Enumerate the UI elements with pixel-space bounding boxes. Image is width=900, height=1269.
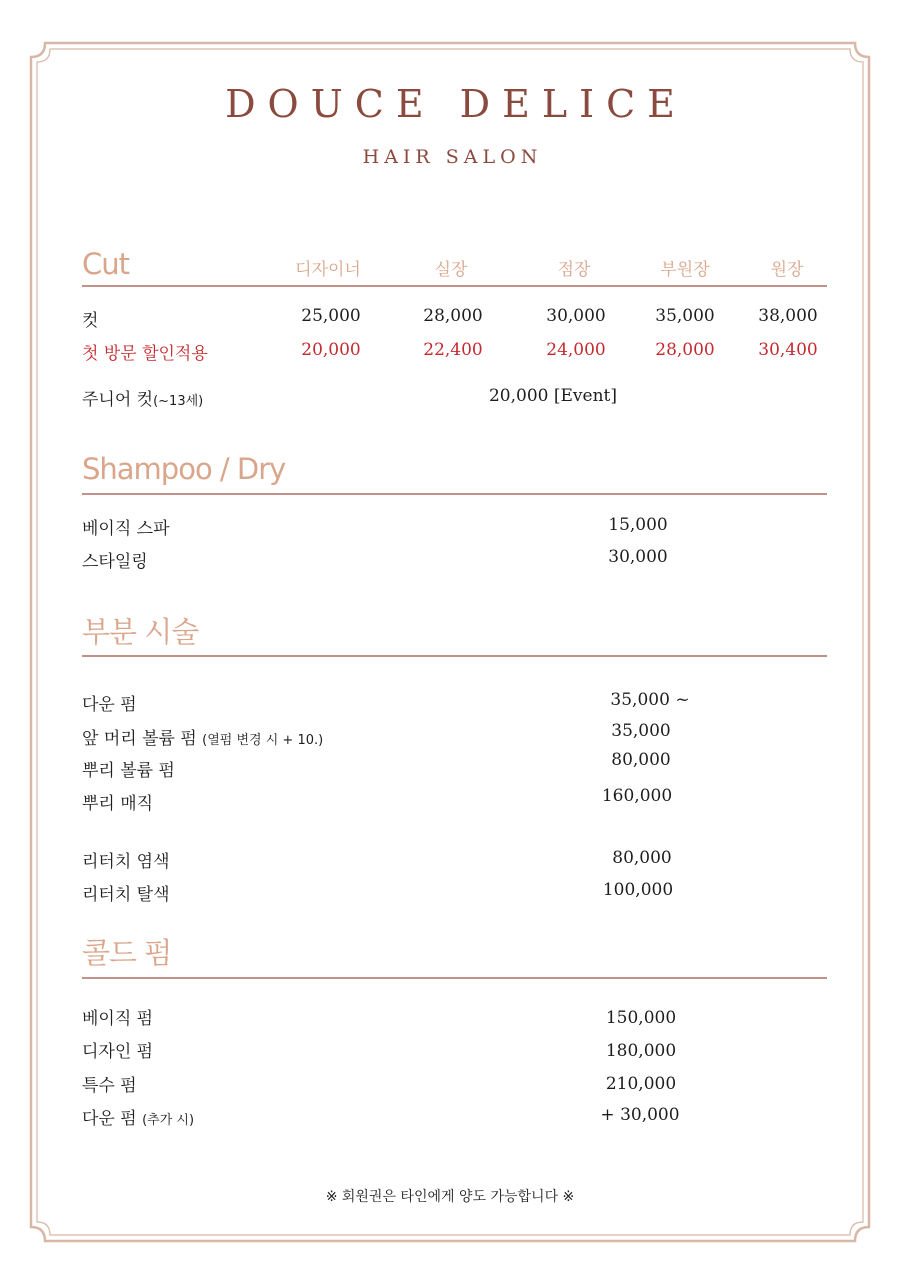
menu-item-label: 리터치 염색 (82, 852, 170, 872)
menu-item-label: 리터치 탈색 (82, 885, 170, 905)
menu-item-price: 20,000 [Event] (488, 386, 618, 406)
grade-header: 원장 (770, 260, 804, 280)
section-divider (82, 493, 827, 495)
menu-item-price: 210,000 (605, 1074, 677, 1094)
menu-item-label: 베이직 스파 (82, 519, 170, 539)
section-title-partial: 부분 시술 (82, 615, 199, 649)
menu-item-price: 180,000 (605, 1041, 677, 1061)
menu-item-label: 컷 (82, 311, 99, 331)
salon-subtitle: HAIR SALON (362, 146, 543, 168)
section-title-cold-perm: 콜드 펌 (82, 936, 172, 970)
menu-item-price: 38,000 (758, 306, 818, 326)
menu-item-price: 150,000 (605, 1008, 677, 1028)
menu-item-label: 뿌리 매직 (82, 794, 154, 814)
menu-item-price: 80,000 (611, 750, 671, 770)
menu-item-price: 28,000 (423, 306, 483, 326)
discount-price: 22,400 (423, 340, 483, 360)
menu-item-price: + 30,000 (600, 1105, 680, 1125)
section-divider (82, 285, 827, 287)
menu-item-label: 스타일링 (82, 552, 148, 572)
menu-item-price: 35,000 (655, 306, 715, 326)
menu-item-price: 35,000 ~ (610, 690, 690, 710)
discount-price: 24,000 (546, 340, 606, 360)
menu-item-price: 30,000 (608, 547, 668, 567)
grade-header: 부원장 (660, 260, 710, 280)
menu-item-label: 주니어 컷(~13세) (82, 390, 204, 410)
menu-item-label: 다운 펌 (82, 695, 137, 715)
menu-item-price: 80,000 (612, 848, 672, 868)
menu-item-price: 100,000 (602, 880, 674, 900)
menu-item-price: 35,000 (611, 721, 671, 741)
menu-item-label: 베이직 펌 (82, 1009, 154, 1029)
section-title-cut: Cut (82, 247, 129, 281)
discount-label: 첫 방문 할인적용 (82, 344, 208, 364)
grade-header: 실장 (434, 260, 468, 280)
section-divider (82, 977, 827, 979)
menu-item-price: 15,000 (608, 515, 668, 535)
menu-item-label: 다운 펌 (추가 시) (82, 1109, 195, 1129)
discount-price: 20,000 (301, 340, 361, 360)
footer-note: ※ 회원권은 타인에게 양도 가능합니다 ※ (325, 1189, 575, 1205)
grade-header: 점장 (557, 260, 591, 280)
section-divider (82, 655, 827, 657)
menu-item-price: 160,000 (601, 786, 673, 806)
grade-header: 디자이너 (295, 260, 361, 280)
discount-price: 28,000 (655, 340, 715, 360)
menu-item-label: 특수 펌 (82, 1076, 137, 1096)
menu-item-price: 25,000 (301, 306, 361, 326)
menu-item-label: 디자인 펌 (82, 1042, 154, 1062)
discount-price: 30,400 (758, 340, 818, 360)
salon-name: DOUCE DELICE (225, 82, 687, 126)
menu-item-label: 뿌리 볼륨 펌 (82, 761, 175, 781)
menu-item-label: 앞 머리 볼륨 펌 (열펌 변경 시 + 10.) (82, 729, 324, 749)
section-title-shampoo: Shampoo / Dry (82, 452, 286, 486)
menu-item-price: 30,000 (546, 306, 606, 326)
